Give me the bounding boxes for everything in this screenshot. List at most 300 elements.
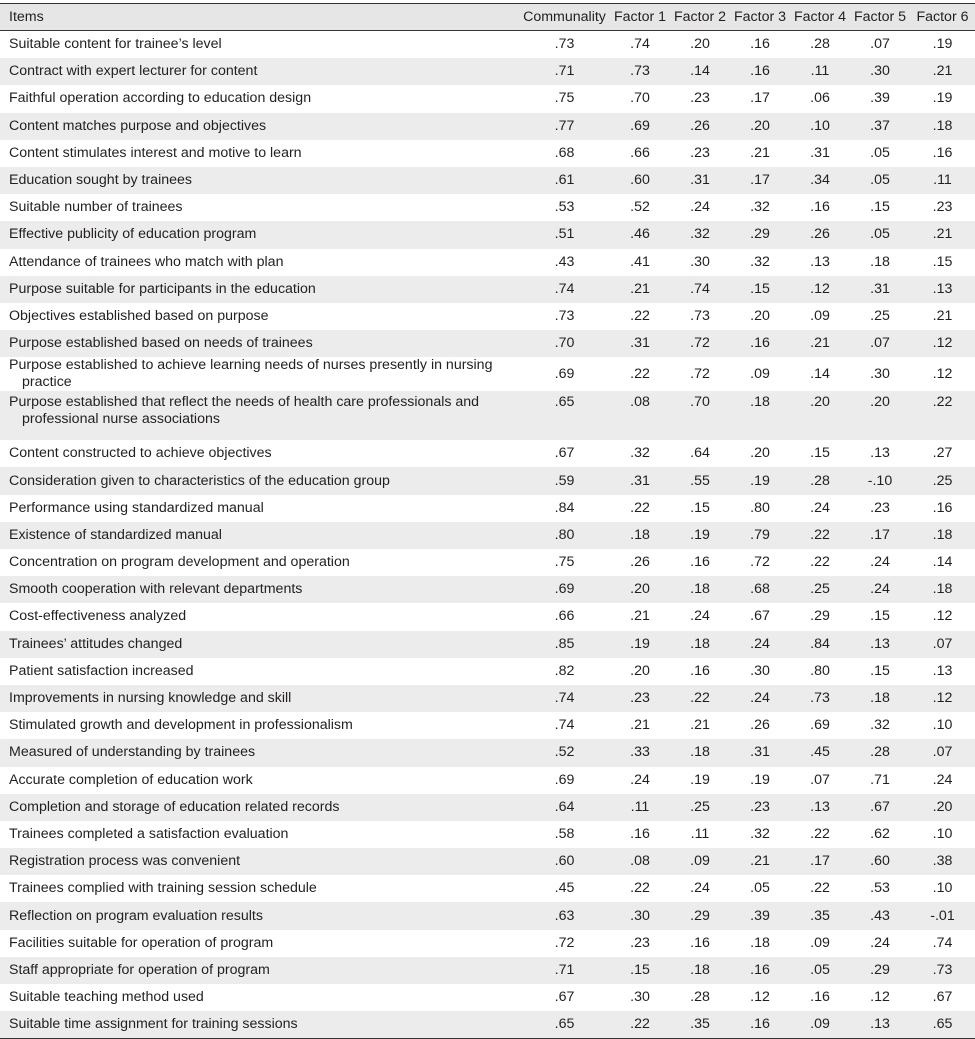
communality-cell: .65 (554, 394, 575, 411)
item-cell (0, 576, 519, 603)
factor-6-cell: -.01 (930, 907, 955, 924)
factor-2-cell: .18 (690, 635, 710, 652)
item-cell (0, 221, 519, 248)
factor-6-cell: .38 (932, 853, 953, 870)
factor-3-cell: .19 (750, 771, 770, 788)
factor-3-cell: .18 (750, 394, 770, 411)
factor-6-cell: .15 (932, 253, 953, 270)
factor-4-cell: .45 (810, 744, 830, 761)
factor-4-cell: .15 (810, 445, 830, 462)
communality-cell: .64 (554, 798, 575, 815)
factor-4-cell: .12 (810, 280, 830, 297)
factor-2-cell: .09 (690, 853, 710, 870)
factor-4-cell: .80 (810, 662, 830, 679)
factor-6-cell: .21 (932, 307, 953, 324)
factor-4-cell: .10 (810, 117, 830, 134)
factor-2-cell: .30 (690, 253, 710, 270)
item-cell (0, 685, 519, 712)
communality-cell: .68 (554, 144, 575, 161)
factor-2-cell: .25 (690, 798, 710, 815)
item-label: Effective publicity of education program (9, 226, 257, 243)
factor-4-cell: .13 (810, 253, 830, 270)
table-row (0, 522, 975, 549)
factor-1-cell: .60 (630, 172, 650, 189)
factor-2-cell: .24 (690, 608, 710, 625)
table-row (0, 631, 975, 658)
factor-6-cell: .73 (932, 961, 953, 978)
factor-1-cell: .23 (630, 934, 650, 951)
factor-1-cell: .21 (630, 608, 650, 625)
factor-loading-table (0, 3, 975, 1039)
factor-5-cell: .07 (870, 335, 890, 352)
factor-1-cell: .30 (630, 907, 650, 924)
factor-4-cell: .69 (810, 717, 830, 734)
factor-2-cell: .35 (670, 1011, 730, 1039)
table-row (0, 685, 975, 712)
factor-6-cell: .20 (932, 798, 953, 815)
factor-3-cell: .16 (750, 961, 770, 978)
item-label: Consideration given to characteristics of the education group (9, 472, 390, 489)
communality-cell: .71 (554, 63, 575, 80)
factor-4-cell: .17 (810, 853, 830, 870)
factor-2-cell: .24 (690, 880, 710, 897)
item-label: Content matches purpose and objectives (9, 117, 267, 134)
factor-5-cell: .12 (870, 989, 890, 1006)
communality-cell: .73 (554, 36, 575, 53)
factor-3-cell: .16 (750, 63, 770, 80)
factor-6-cell: .23 (932, 199, 953, 216)
factor-2-cell: .64 (690, 445, 710, 462)
factor-5-cell: .53 (870, 880, 890, 897)
item-cell (0, 495, 519, 522)
factor-2-cell: .28 (690, 989, 710, 1006)
factor-1-cell: .22 (630, 365, 650, 382)
factor-4-cell: .31 (810, 144, 830, 161)
factor-5-cell: .30 (870, 365, 890, 382)
table-row (0, 391, 975, 440)
item-cell (0, 276, 519, 303)
factor-6-cell: .14 (932, 554, 953, 571)
item-cell (0, 549, 519, 576)
factor-2-cell: .18 (690, 581, 710, 598)
factor-2-cell: .26 (690, 117, 710, 134)
communality-cell: .65 (519, 1011, 610, 1039)
table-row (0, 440, 975, 467)
table-row (0, 303, 975, 330)
item-label: Concentration on program development and operation (9, 554, 350, 571)
factor-3-cell: .39 (750, 907, 770, 924)
item-cell (0, 330, 519, 357)
factor-5-cell: .29 (870, 961, 890, 978)
item-label: Content stimulates interest and motive to learn (9, 144, 302, 161)
factor-1-cell: .22 (630, 880, 650, 897)
factor-3-cell: .80 (750, 499, 770, 516)
item-cell (0, 357, 519, 391)
factor-4-cell: .21 (810, 335, 830, 352)
factor-4-cell: .06 (810, 90, 830, 107)
factor-6-cell: .10 (932, 880, 953, 897)
communality-cell: .52 (554, 744, 575, 761)
item-cell (0, 194, 519, 221)
factor-1-cell: .31 (630, 335, 650, 352)
item-label: Purpose established that reflect the needs of health care professionals and professional nurse associations (9, 394, 480, 428)
factor-4-cell: .29 (810, 608, 830, 625)
table-row (0, 902, 975, 929)
factor-2-cell: .23 (690, 90, 710, 107)
factor-6-cell: .10 (932, 717, 953, 734)
factor-4-cell: .11 (810, 63, 830, 80)
item-label: Stimulated growth and development in professionalism (9, 717, 353, 734)
factor-6-cell: .21 (932, 226, 953, 243)
factor-3-cell: .79 (750, 526, 770, 543)
factor-6-cell: .10 (932, 825, 953, 842)
table-row (0, 194, 975, 221)
factor-1-cell: .21 (630, 280, 650, 297)
communality-cell: .63 (554, 907, 575, 924)
factor-2-cell: .23 (690, 144, 710, 161)
item-cell (0, 140, 519, 167)
factor-6-cell: .18 (932, 526, 953, 543)
table-row (0, 658, 975, 685)
factor-1-cell: .66 (630, 144, 650, 161)
item-cell (0, 603, 519, 630)
factor-1-cell: .74 (630, 36, 650, 53)
factor-2-cell: .72 (690, 365, 710, 382)
communality-cell: .69 (554, 365, 575, 382)
factor-6-cell: .07 (932, 744, 953, 761)
table-row (0, 739, 975, 766)
communality-cell: .85 (554, 635, 575, 652)
factor-3-cell: .21 (750, 144, 770, 161)
item-label: Performance using standardized manual (9, 499, 264, 516)
factor-1-cell: .26 (630, 554, 650, 571)
table-row (0, 712, 975, 739)
factor-1-cell: .70 (630, 90, 650, 107)
factor-2-cell: .29 (690, 907, 710, 924)
communality-cell: .67 (554, 989, 575, 1006)
header-factor-6: Factor 6 (910, 4, 975, 31)
factor-1-cell: .73 (630, 63, 650, 80)
factor-5-cell: -.10 (867, 472, 893, 489)
item-cell (0, 848, 519, 875)
factor-4-cell: .28 (810, 36, 830, 53)
factor-5-cell: .17 (870, 526, 890, 543)
item-cell (0, 984, 519, 1011)
factor-2-cell: .72 (690, 335, 710, 352)
factor-5-cell: .30 (870, 63, 890, 80)
factor-2-cell: .73 (690, 307, 710, 324)
table-row (0, 821, 975, 848)
factor-2-cell: .18 (690, 744, 710, 761)
item-label: Registration process was convenient (9, 853, 241, 870)
communality-cell: .71 (554, 961, 575, 978)
factor-4-cell: .16 (810, 989, 830, 1006)
item-label: Staff appropriate for operation of program (9, 961, 270, 978)
item-cell (0, 658, 519, 685)
item-cell (0, 631, 519, 658)
item-label: Existence of standardized manual (9, 526, 222, 543)
factor-2-cell: .31 (690, 172, 710, 189)
item-label: Faithful operation according to education design (9, 90, 312, 107)
factor-3-cell: .31 (750, 744, 770, 761)
factor-6-cell: .22 (932, 394, 953, 411)
factor-2-cell: .16 (690, 934, 710, 951)
factor-4-cell: .13 (810, 798, 830, 815)
item-label: Suitable number of trainees (9, 199, 183, 216)
item-label: Reflection on program evaluation results (9, 907, 263, 924)
factor-4-cell: .34 (810, 172, 830, 189)
item-label: Suitable teaching method used (9, 989, 204, 1006)
table-row (0, 276, 975, 303)
factor-5-cell: .71 (870, 771, 890, 788)
item-cell (0, 930, 519, 957)
communality-cell: .75 (554, 554, 575, 571)
item-label: Measured of understanding by trainees (9, 744, 256, 761)
factor-4-cell: .73 (810, 690, 830, 707)
item-cell (0, 31, 519, 59)
factor-1-cell: .20 (630, 581, 650, 598)
communality-cell: .74 (554, 280, 575, 297)
factor-5-cell: .07 (870, 36, 890, 53)
communality-cell: .58 (554, 825, 575, 842)
communality-cell: .84 (554, 499, 575, 516)
factor-2-cell: .15 (690, 499, 710, 516)
header-factor-5: Factor 5 (850, 4, 910, 31)
item-label: Accurate completion of education work (9, 771, 253, 788)
factor-6-cell: .19 (932, 90, 953, 107)
communality-cell: .69 (554, 771, 575, 788)
factor-2-cell: .19 (690, 526, 710, 543)
factor-1-cell: .69 (630, 117, 650, 134)
factor-3-cell: .20 (750, 445, 770, 462)
factor-4-cell: .26 (810, 226, 830, 243)
table-row (0, 603, 975, 630)
table-row (0, 330, 975, 357)
table-row (0, 113, 975, 140)
factor-6-cell: .27 (932, 445, 953, 462)
table-row (0, 31, 975, 59)
item-cell (0, 303, 519, 330)
factor-3-cell: .32 (750, 825, 770, 842)
table-row (0, 467, 975, 494)
table-row (0, 85, 975, 112)
item-label: Smooth cooperation with relevant departments (9, 581, 303, 598)
factor-6-cell: .16 (932, 144, 953, 161)
factor-1-cell: .24 (630, 771, 650, 788)
item-label: Suitable time assignment for training sessions (9, 1016, 298, 1033)
table-body (0, 31, 975, 1039)
item-label: Improvements in nursing knowledge and skill (9, 690, 292, 707)
communality-cell: .77 (554, 117, 575, 134)
factor-3-cell: .05 (750, 880, 770, 897)
communality-cell: .69 (554, 581, 575, 598)
item-cell (0, 957, 519, 984)
table-row (0, 767, 975, 794)
factor-5-cell: .13 (870, 445, 890, 462)
header-factor-2: Factor 2 (670, 4, 730, 31)
factor-4-cell: .25 (810, 581, 830, 598)
factor-4-cell: .22 (810, 526, 830, 543)
item-label: Trainees completed a satisfaction evaluation (9, 825, 289, 842)
factor-1-cell: .18 (630, 526, 650, 543)
factor-6-cell: .12 (932, 335, 953, 352)
factor-1-cell: .23 (630, 690, 650, 707)
communality-cell: .53 (554, 199, 575, 216)
table-row (0, 984, 975, 1011)
factor-4-cell: .22 (810, 880, 830, 897)
factor-3-cell: .24 (750, 635, 770, 652)
factor-5-cell: .05 (870, 144, 890, 161)
factor-3-cell: .12 (750, 989, 770, 1006)
communality-cell: .51 (554, 226, 575, 243)
factor-3-cell: .17 (750, 172, 770, 189)
item-label: Facilities suitable for operation of program (9, 934, 274, 951)
factor-3-cell: .20 (750, 117, 770, 134)
factor-6-cell: .13 (932, 280, 953, 297)
table-row (0, 495, 975, 522)
table-row (0, 167, 975, 194)
factor-3-cell: .09 (750, 365, 770, 382)
factor-1-cell: .11 (630, 798, 650, 815)
factor-2-cell: .16 (690, 554, 710, 571)
header-factor-1: Factor 1 (610, 4, 670, 31)
factor-1-cell: .19 (630, 635, 650, 652)
factor-6-cell: .19 (932, 36, 953, 53)
factor-1-cell: .46 (630, 226, 650, 243)
factor-4-cell: .09 (810, 934, 830, 951)
communality-cell: .74 (554, 717, 575, 734)
factor-5-cell: .15 (870, 199, 890, 216)
factor-1-cell: .32 (630, 445, 650, 462)
factor-3-cell: .26 (750, 717, 770, 734)
item-label: Purpose established to achieve learning needs of nurses presently in nursing practice (9, 357, 493, 391)
table-row (0, 357, 975, 391)
factor-5-cell: .25 (870, 307, 890, 324)
communality-cell: .74 (554, 690, 575, 707)
factor-5-cell: .28 (870, 744, 890, 761)
factor-2-cell: .18 (690, 961, 710, 978)
table-row (0, 58, 975, 85)
factor-4-cell: .84 (810, 635, 830, 652)
table-row (0, 848, 975, 875)
factor-6-cell: .13 (932, 662, 953, 679)
item-label: Objectives established based on purpose (9, 307, 269, 324)
item-label: Content constructed to achieve objectives (9, 445, 272, 462)
factor-5-cell: .15 (870, 662, 890, 679)
factor-5-cell: .24 (870, 581, 890, 598)
communality-cell: .66 (554, 608, 575, 625)
item-label: Purpose suitable for participants in the education (9, 280, 316, 297)
factor-4-cell: .09 (810, 307, 830, 324)
factor-1-cell: .22 (630, 307, 650, 324)
communality-cell: .59 (554, 472, 575, 489)
factor-1-cell: .22 (630, 499, 650, 516)
communality-cell: .75 (554, 90, 575, 107)
item-cell (0, 58, 519, 85)
factor-1-cell: .22 (610, 1011, 670, 1039)
factor-1-cell: .16 (630, 825, 650, 842)
communality-cell: .61 (554, 172, 575, 189)
factor-2-cell: .24 (690, 199, 710, 216)
factor-3-cell: .17 (750, 90, 770, 107)
factor-5-cell: .18 (870, 690, 890, 707)
factor-6-cell: .07 (932, 635, 953, 652)
factor-5-cell: .13 (850, 1011, 910, 1039)
communality-cell: .72 (554, 934, 575, 951)
table-row (0, 930, 975, 957)
factor-2-cell: .55 (690, 472, 710, 489)
communality-cell: .82 (554, 662, 575, 679)
table-row (0, 1011, 975, 1039)
factor-1-cell: .30 (630, 989, 650, 1006)
factor-1-cell: .33 (630, 744, 650, 761)
factor-5-cell: .32 (870, 717, 890, 734)
factor-5-cell: .31 (870, 280, 890, 297)
item-cell (0, 767, 519, 794)
factor-6-cell: .18 (932, 581, 953, 598)
factor-1-cell: .41 (630, 253, 650, 270)
factor-3-cell: .67 (750, 608, 770, 625)
item-label: Patient satisfaction increased (9, 662, 194, 679)
factor-3-cell: .32 (750, 253, 770, 270)
header-factor-4: Factor 4 (790, 4, 850, 31)
header-communality: Communality (519, 4, 610, 31)
factor-2-cell: .70 (690, 394, 710, 411)
factor-1-cell: .21 (630, 717, 650, 734)
factor-3-cell: .23 (750, 798, 770, 815)
factor-1-cell: .15 (630, 961, 650, 978)
item-label: Suitable content for trainee’s level (9, 36, 222, 53)
item-cell (0, 249, 519, 276)
factor-2-cell: .21 (690, 717, 710, 734)
factor-1-cell: .08 (630, 853, 650, 870)
factor-4-cell: .28 (810, 472, 830, 489)
factor-2-cell: .22 (690, 690, 710, 707)
header-factor-3: Factor 3 (730, 4, 790, 31)
item-label: Completion and storage of education related records (9, 798, 340, 815)
item-cell (0, 85, 519, 112)
communality-cell: .43 (554, 253, 575, 270)
factor-6-cell: .25 (932, 472, 953, 489)
factor-1-cell: .52 (630, 199, 650, 216)
item-cell (0, 875, 519, 902)
table-header (0, 4, 975, 31)
factor-3-cell: .15 (750, 280, 770, 297)
communality-cell: .67 (554, 445, 575, 462)
factor-5-cell: .20 (870, 394, 890, 411)
factor-5-cell: .39 (870, 90, 890, 107)
factor-5-cell: .05 (870, 226, 890, 243)
item-cell (0, 821, 519, 848)
communality-cell: .45 (554, 880, 575, 897)
item-cell (0, 902, 519, 929)
table-row (0, 140, 975, 167)
factor-6-cell: .24 (932, 771, 953, 788)
factor-6-cell: .12 (932, 365, 953, 382)
factor-5-cell: .24 (870, 934, 890, 951)
table-row (0, 957, 975, 984)
table-row (0, 221, 975, 248)
factor-4-cell: .35 (810, 907, 830, 924)
factor-4-cell: .20 (810, 394, 830, 411)
factor-5-cell: .67 (870, 798, 890, 815)
factor-3-cell: .20 (750, 307, 770, 324)
factor-4-cell: .22 (810, 554, 830, 571)
factor-5-cell: .62 (870, 825, 890, 842)
header-items: Items (0, 4, 519, 31)
factor-5-cell: .43 (870, 907, 890, 924)
factor-3-cell: .30 (750, 662, 770, 679)
